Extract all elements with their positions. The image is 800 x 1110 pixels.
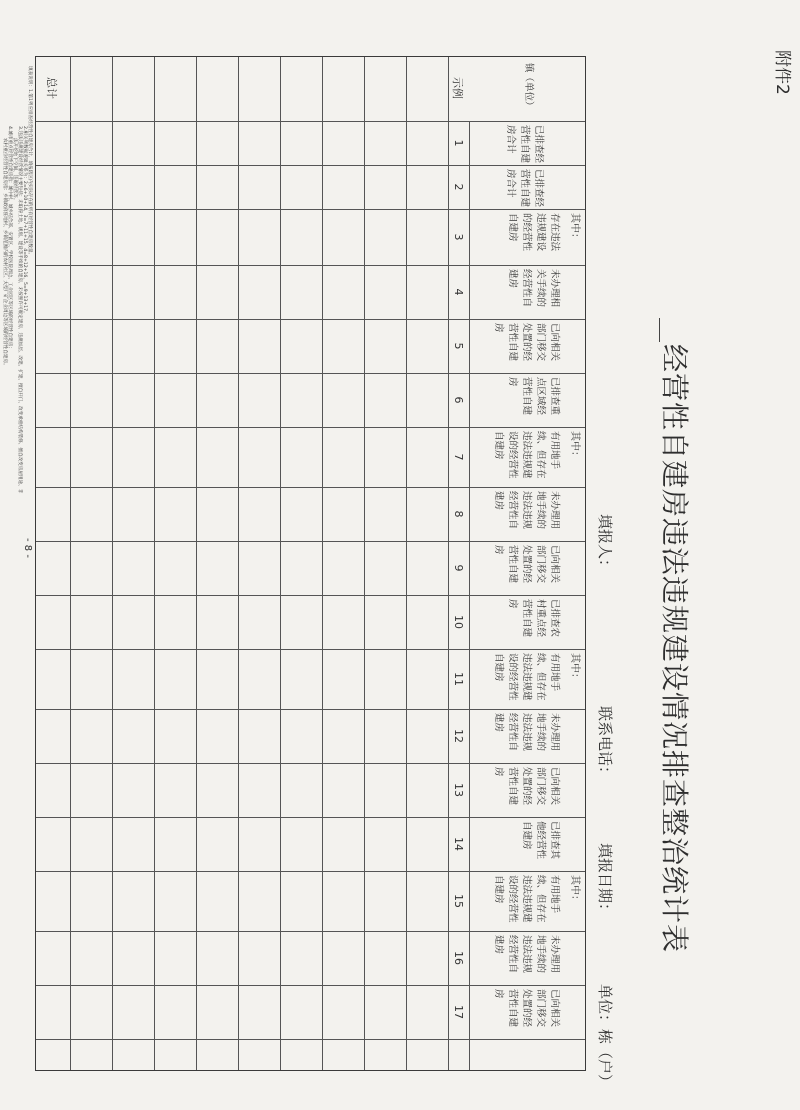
- column-number: 14: [452, 837, 465, 851]
- header-col-17: 已向相关 部门移交 处置的经 营性自建 房: [493, 989, 560, 1028]
- header-col-9: 已向相关 部门移交 处置的经 营性自建 房: [493, 545, 560, 584]
- document-title: 经营性自建房违法违规建设情况排查整治统计表: [658, 344, 691, 954]
- note-line-3: 3.违法违规建设经营情况主要包括：未取得土地、规划、建设等手续的自建房，未按照许可规定建房，违规加层、改建、扩建、擅自开门、改变承重结构装修、擅自改变房屋用途、非: [17, 126, 22, 494]
- note-line-1: 填表说明：1.第1列应排查经营性自建房合计，填报辖区内实际存在的所有经营性自建房数量。: [27, 66, 32, 258]
- column-number: 3: [452, 233, 465, 241]
- page-number: - 8 -: [22, 538, 33, 558]
- column-divider: [36, 595, 585, 596]
- column-divider: [36, 817, 585, 818]
- column-number: 7: [452, 453, 465, 461]
- column-divider: [36, 427, 585, 428]
- group-label: 其中：: [569, 213, 580, 243]
- row-divider: [154, 57, 155, 1070]
- column-divider: [36, 871, 585, 872]
- date-field: 填报日期：: [596, 843, 614, 919]
- header-col-1: 已排查经 营性自建 房合计: [505, 125, 544, 164]
- column-divider: [36, 931, 585, 932]
- header-col-3: 存在违法 违规建设 的经营性 自建房: [507, 213, 560, 252]
- row-divider: [448, 57, 449, 1070]
- column-number: 4: [452, 288, 465, 296]
- row-divider: [70, 57, 71, 1070]
- header-col-14: 已排查其 他经营性 自建房: [521, 821, 560, 860]
- column-divider: [36, 541, 585, 542]
- header-col-16: 未办理用 地手续的 违法违规 经营性自 建房: [493, 935, 560, 974]
- column-divider: [36, 649, 585, 650]
- row-label-total: 总计: [45, 77, 58, 99]
- header-col-11: 有用地手 续、但存在 违法违规建 设的经营性 自建房: [493, 653, 560, 701]
- row-label-example: 示例: [451, 77, 464, 99]
- note-line-5: 4.城市重点经营性自建房指：城中村、城乡结合部、安置区、学校医院周边、工业园区等区域的经营性自建房；: [7, 126, 12, 351]
- header-col-12: 未办理用 地手续的 违法违规 经营性自 建房: [493, 713, 560, 752]
- header-col-8: 未办理用 地手续的 违法违规 经营性自 建房: [493, 491, 560, 530]
- column-number: 6: [452, 396, 465, 404]
- note-line-4: 法开挖地下空间、违规经营等。: [12, 138, 17, 203]
- row-divider: [322, 57, 323, 1070]
- header-col-5: 已向相关 部门移交 处置的经 营性自建 房: [493, 323, 560, 362]
- column-divider: [36, 165, 585, 166]
- column-number: 12: [452, 729, 465, 743]
- column-divider: [36, 373, 585, 374]
- group-label: 其中：: [569, 431, 580, 461]
- row-divider: [364, 57, 365, 1070]
- phone-field: 联系电话：: [596, 706, 614, 782]
- note-line-2: 2.相关列数据逻辑关系为：2=6+10+14，3=7+11+15，4=8+12+16，5=9+13+17。: [22, 126, 27, 316]
- column-number: 9: [452, 564, 465, 572]
- header-town: 镇（单位）: [523, 63, 534, 111]
- column-divider: [36, 265, 585, 266]
- column-divider: [36, 121, 585, 122]
- row-divider: [238, 57, 239, 1070]
- column-number: 8: [452, 510, 465, 518]
- column-divider: [36, 487, 585, 488]
- group-label: 其中：: [569, 653, 580, 683]
- header-col-10: 已排查农 村重点经 营性自建 房: [507, 599, 560, 638]
- header-divider: [469, 121, 470, 1070]
- row-divider: [112, 57, 113, 1070]
- column-number: 16: [452, 951, 465, 965]
- title-blank-line: [659, 318, 660, 342]
- column-number: 5: [452, 342, 465, 350]
- row-divider: [280, 57, 281, 1070]
- header-col-4: 未办理相 关手续的 经营性自 建房: [507, 269, 560, 308]
- column-divider: [36, 319, 585, 320]
- column-number: 2: [452, 183, 465, 191]
- attachment-label: 附件2: [772, 50, 792, 95]
- column-number: 17: [452, 1005, 465, 1019]
- column-number: 13: [452, 783, 465, 797]
- unit-field: 单位：栋（户）: [596, 984, 614, 1090]
- column-number: 10: [452, 615, 465, 629]
- group-label: 其中：: [569, 875, 580, 905]
- column-divider: [36, 763, 585, 764]
- header-col-6: 已排查重 点区域经 营性自建 房: [507, 377, 560, 416]
- statistics-table: [35, 56, 586, 1071]
- note-line-6: 农村重点经营性自建房指：乡镇政府驻地村、乡镇范围内的农村社区、大型厂矿企业周边等区域的经营性自建房。: [2, 138, 7, 368]
- column-divider: [36, 209, 585, 210]
- reporter-field: 填报人：: [596, 514, 614, 575]
- row-divider: [196, 57, 197, 1070]
- row-divider: [406, 57, 407, 1070]
- header-col-7: 有用地手 续、但存在 违法违规建 设的经营性 自建房: [493, 431, 560, 479]
- header-col-15: 有用地手 续、但存在 违法违规建 设的经营性 自建房: [493, 875, 560, 923]
- column-number: 11: [452, 672, 465, 686]
- column-divider: [36, 1039, 585, 1040]
- column-divider: [36, 985, 585, 986]
- header-col-13: 已向相关 部门移交 处置的经 营性自建 房: [493, 767, 560, 806]
- column-number: 1: [452, 139, 465, 147]
- column-number: 15: [452, 894, 465, 908]
- header-col-2: 已排查经 营性自建 房合计: [505, 169, 544, 208]
- column-divider: [36, 709, 585, 710]
